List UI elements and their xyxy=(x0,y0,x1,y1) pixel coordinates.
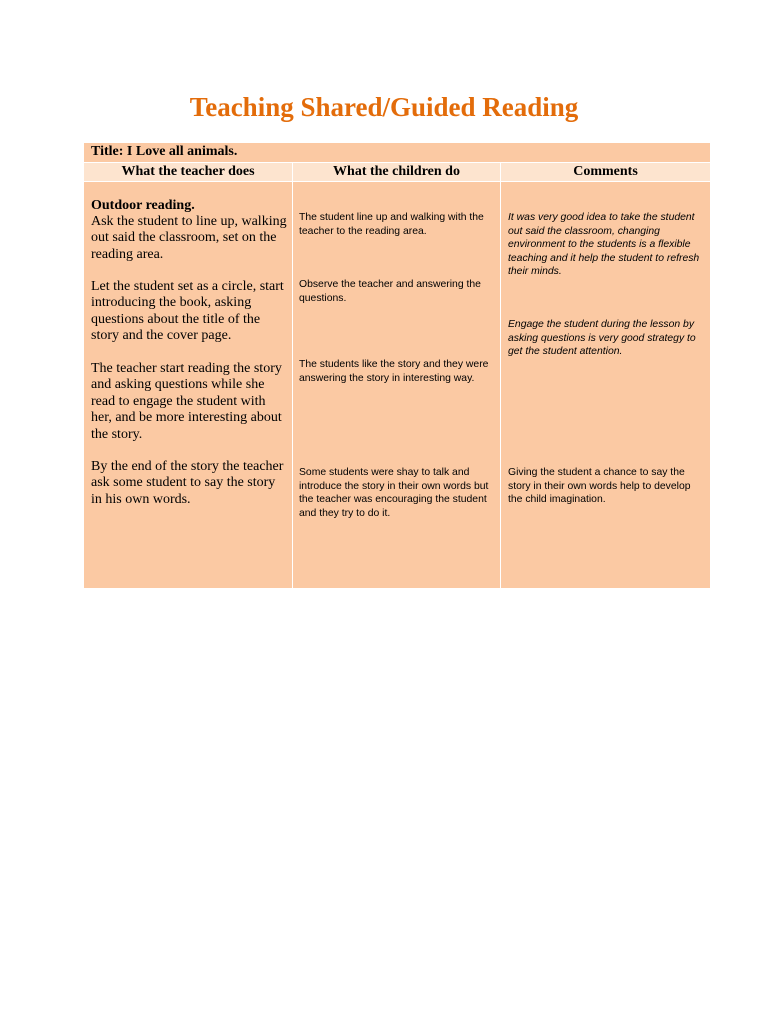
table-title: Title: I Love all animals. xyxy=(91,144,238,159)
comment-item: It was very good idea to take the student out said the classroom, changing environment to the students is a flexible teaching and it help the student to refresh their minds. xyxy=(508,212,700,277)
teacher-item: Ask the student to line up, walking out said the classroom, set on the reading area. xyxy=(91,214,287,262)
header-divider xyxy=(84,181,710,182)
comment-item: Giving the student a chance to say the story in their own words help to develop the child imagination. xyxy=(508,467,691,505)
table-title-row xyxy=(84,143,710,163)
column-divider xyxy=(500,163,501,588)
teacher-item: Let the student set as a circle, start introducing the book, asking questions about the title of the story and the cover page. xyxy=(91,279,284,344)
header-teacher: What the teacher does xyxy=(84,163,292,181)
document-title: Teaching Shared/Guided Reading xyxy=(189,92,579,122)
column-divider xyxy=(292,163,293,588)
lesson-table xyxy=(84,143,710,588)
teacher-item: The teacher start reading the story and asking questions while she read to engage the student with her, and be more interesting about the story. xyxy=(91,361,282,442)
teacher-heading: Outdoor reading. xyxy=(91,198,195,213)
children-item: Observe the teacher and answering the questions. xyxy=(299,279,481,304)
children-item: Some students were shay to talk and introduce the story in their own words but the teacher was encouraging the student and they try to do it. xyxy=(299,467,489,519)
comment-item: Engage the student during the lesson by asking questions is very good strategy to get the student attention. xyxy=(508,319,696,357)
header-children: What the children do xyxy=(293,163,500,181)
teacher-item: By the end of the story the teacher ask some student to say the story in his own words. xyxy=(91,459,284,507)
children-item: The students like the story and they were answering the story in interesting way. xyxy=(299,359,489,384)
header-comments: Comments xyxy=(501,163,710,181)
children-item: The student line up and walking with the teacher to the reading area. xyxy=(299,212,484,237)
